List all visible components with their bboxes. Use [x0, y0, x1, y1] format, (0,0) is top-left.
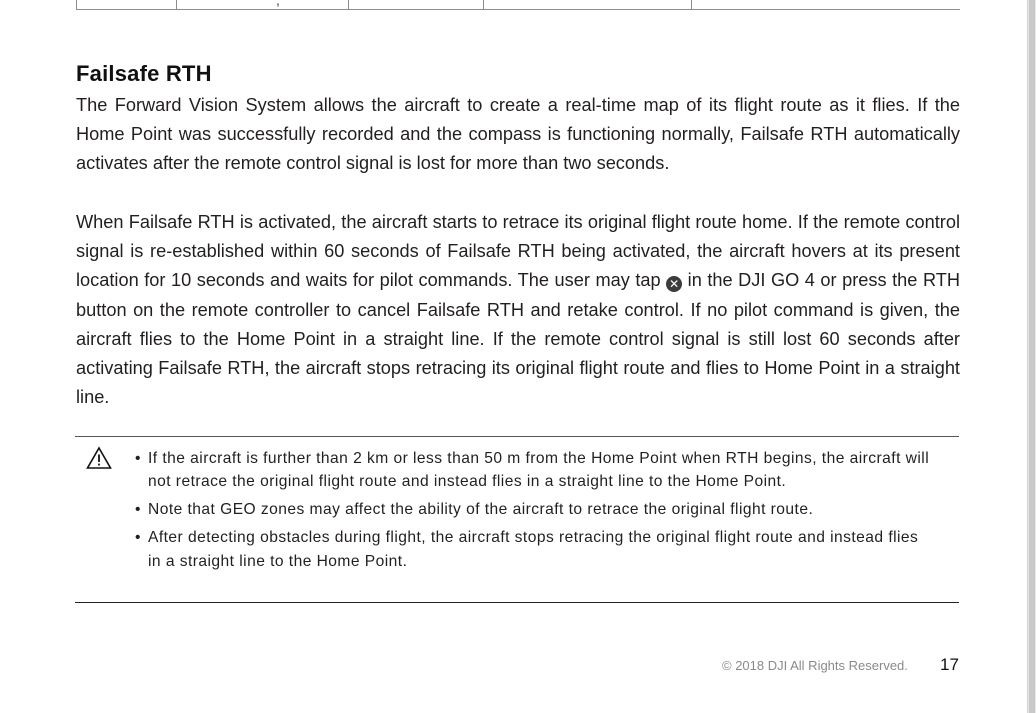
note-item	[135, 526, 935, 573]
note-item	[135, 447, 935, 494]
section-heading: Failsafe RTH	[76, 61, 212, 86]
note-item	[135, 498, 935, 521]
warning-triangle-icon	[86, 446, 112, 470]
paragraph-forward-vision: The Forward Vision System allows the aircraft to create a real-time map of its flight route as it flies. If the Home Point was successfully recorded and the compass is functioning normally, Failsafe RTH automatically activates after the remote control signal is lost for more than two seconds.	[76, 95, 960, 174]
paragraph-text-part2: in the DJI GO 4 or press the RTH button on the remote controller to cancel Failsafe RTH and retake control. If no pilot command is given, the aircraft flies to the Home Point in a straight line. If the remote control signal is still lost 60 seconds after activating Failsafe RTH, the aircraft stops retracing its original flight route and flies to Home Point in a straight line.	[76, 270, 960, 408]
vertical-scrollbar[interactable]	[1027, 0, 1036, 713]
cut-off-table-bottom	[76, 0, 960, 10]
table-column-divider	[691, 0, 692, 9]
page-number: 17	[940, 655, 959, 674]
paragraph-text-part1: When Failsafe RTH is activated, the aircraft starts to retrace its original flight route home. If the remote control signal is re-established within 60 seconds of Failsafe RTH being activated, the aircraft hovers at its present location for 10 seconds and waits for pilot commands. The user may tap	[76, 212, 960, 291]
bullet-dot: •	[135, 450, 141, 467]
table-column-divider	[348, 0, 349, 9]
bullet-dot: •	[135, 501, 141, 519]
bullet-dot: •	[135, 529, 141, 547]
note-text: If the aircraft is further than 2 km or less than 50 m from the Home Point when RTH begins, the aircraft will not retrace the original flight route and instead flies in a straight line to the Home Point.	[148, 450, 930, 491]
table-cut-text: ,	[276, 0, 280, 8]
scrollbar-thumb[interactable]	[1029, 0, 1035, 713]
paragraph-failsafe-activation	[76, 208, 960, 412]
notes-box	[75, 436, 959, 603]
copyright-text: © 2018 DJI All Rights Reserved.	[722, 658, 908, 673]
notes-list	[135, 447, 935, 578]
table-column-divider	[76, 0, 77, 9]
cancel-circle-icon: ✕	[666, 276, 682, 292]
table-column-divider	[483, 0, 484, 9]
table-column-divider	[176, 0, 177, 9]
note-text: Note that GEO zones may affect the ability of the aircraft to retrace the original flight route.	[148, 501, 814, 519]
note-text: After detecting obstacles during flight, the aircraft stops retracing the original flight route and instead flies in a straight line to the Home Point.	[148, 529, 919, 570]
